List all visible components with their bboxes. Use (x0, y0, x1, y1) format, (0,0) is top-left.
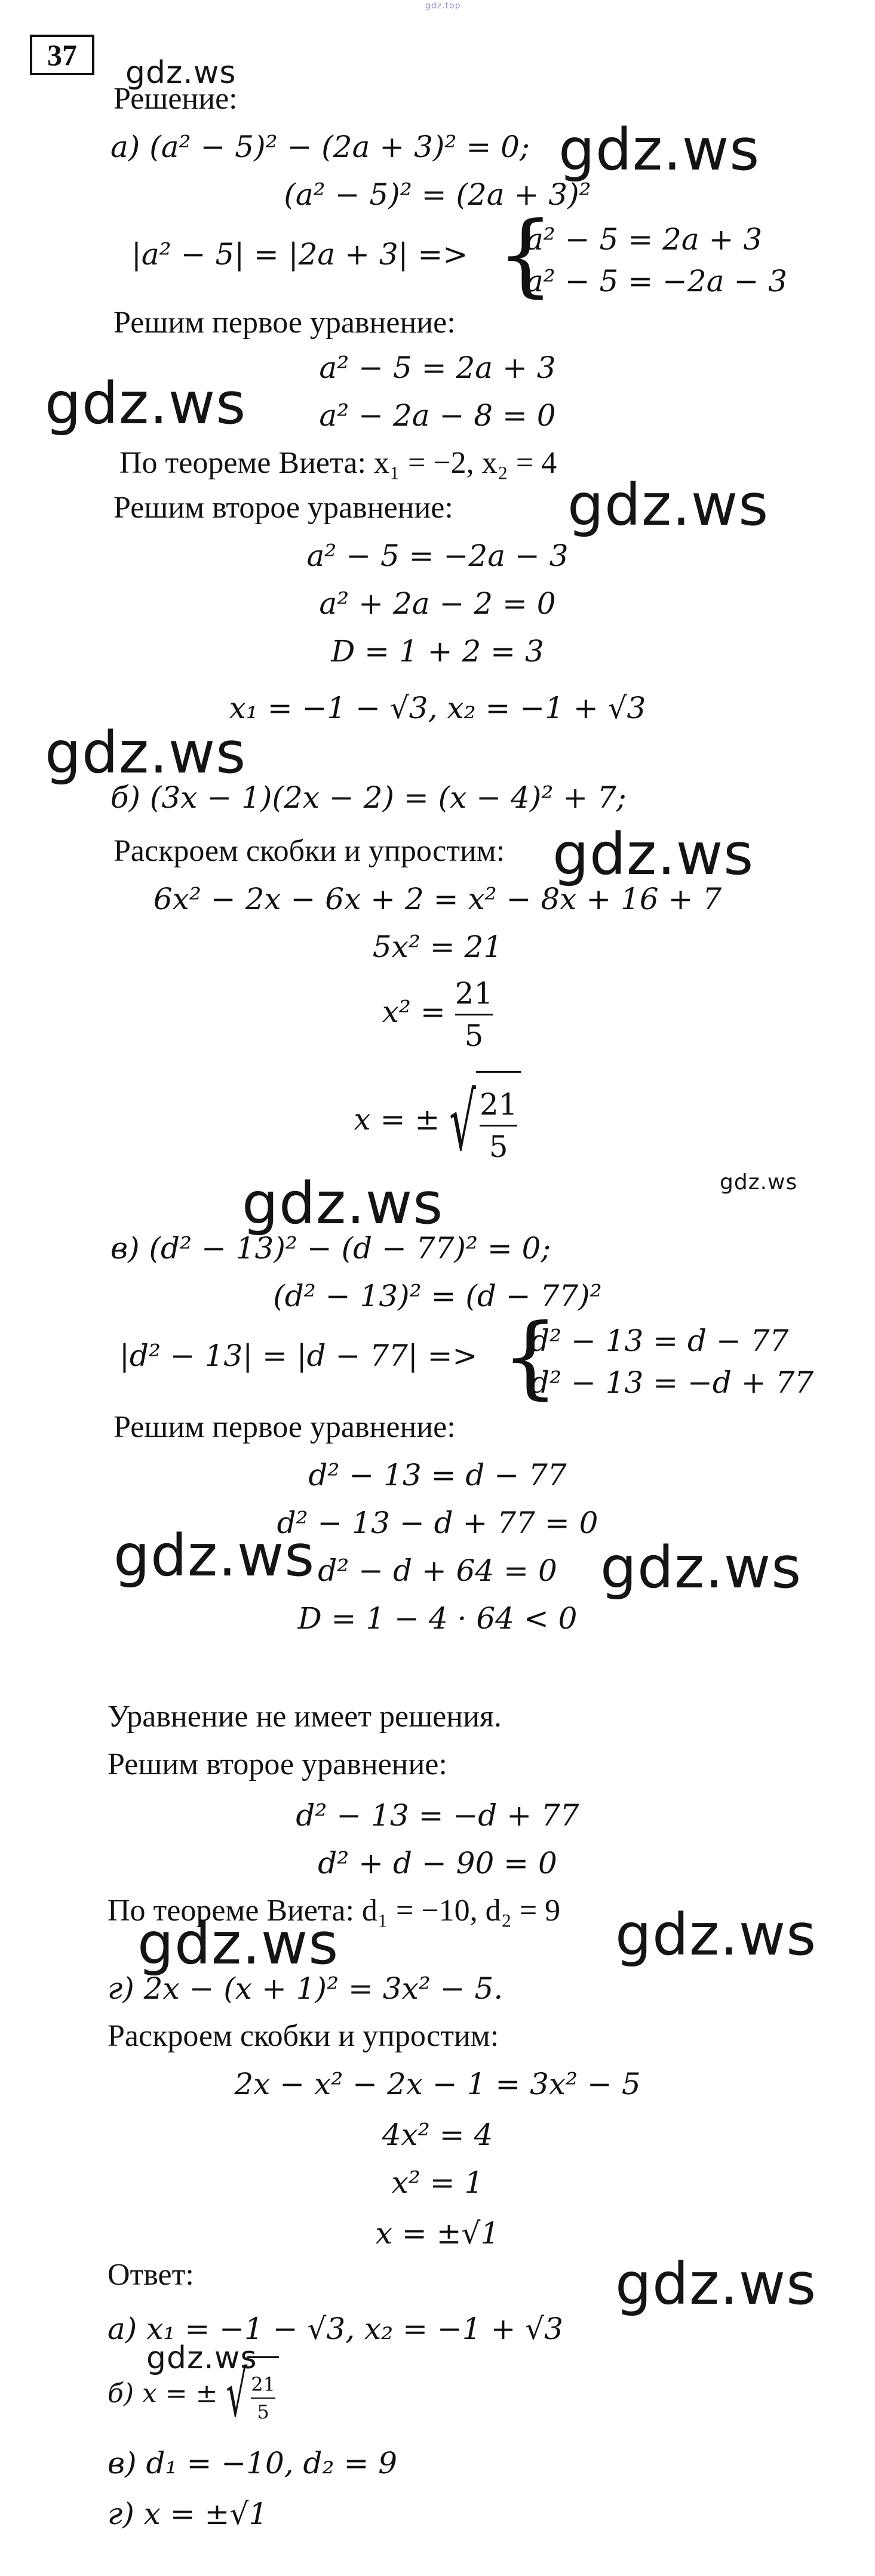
root-line (0, 1069, 875, 1182)
equation-line: 4x² = 4 (382, 2118, 493, 2152)
system-row: a² − 5 = 2a + 3 (526, 222, 763, 257)
equation-line: г) 2x − (x + 1)² = 3x² − 5. (108, 1971, 503, 2006)
radicand (247, 2356, 279, 2436)
fraction-numerator: 21 (251, 2373, 275, 2396)
header-watermark: gdz.top (425, 1, 461, 11)
fraction-denominator: 5 (257, 2400, 269, 2423)
fraction-numerator: 21 (479, 1087, 518, 1122)
equation-line: x₁ = −1 − √3, x₂ = −1 + √3 (229, 691, 646, 725)
watermark: gdz.ws (600, 1534, 802, 1601)
fraction-bar (480, 1125, 518, 1127)
fraction (251, 2372, 275, 2424)
fraction-numerator: 21 (455, 975, 493, 1011)
fraction (480, 1087, 518, 1165)
equation-lhs: x = ± (354, 1102, 440, 1137)
answer-lhs: б) x = ± (108, 2378, 218, 2409)
watermark: gdz.ws (146, 2340, 257, 2376)
text-line: Решим второе уравнение: (113, 491, 453, 525)
text-line: Решим первое уравнение: (113, 306, 456, 340)
answer-line: г) x = ±√1 (108, 2497, 268, 2531)
equation-line: |a² − 5| = |2a + 3| => (131, 237, 468, 272)
text-line: Раскроем скобки и упростим: (113, 834, 505, 868)
fraction-line (0, 970, 875, 1060)
watermark: gdz.ws (720, 1170, 798, 1195)
answer-line (108, 2355, 279, 2439)
watermark: gdz.ws (113, 1522, 315, 1589)
text-line: По теореме Виета: d₁ = −10, d₂ = 9 (108, 1894, 561, 1928)
watermark: gdz.ws (615, 2251, 817, 2318)
watermark: gdz.ws (558, 116, 760, 183)
watermark: gdz.ws (45, 719, 247, 786)
answer-line: в) d₁ = −10, d₂ = 9 (108, 2446, 398, 2480)
fraction-bar (455, 1014, 493, 1015)
equation-line: 2x − x² − 2x − 1 = 3x² − 5 (234, 2067, 641, 2101)
equation-line: x = ±√1 (375, 2216, 500, 2251)
radical-sign: √ (449, 1076, 476, 1169)
system-row: d² − 13 = d − 77 (530, 1324, 789, 1358)
text-line: Раскроем скобки и упростим: (108, 2019, 499, 2053)
text-line: По теореме Виета: x₁ = −2, x₂ = 4 (119, 446, 557, 480)
radical-sign: √ (226, 2358, 248, 2432)
equation-line: в) (d² − 13)² − (d − 77)² = 0; (110, 1231, 551, 1266)
system-row: a² − 5 = −2a − 3 (526, 264, 788, 298)
watermark: gdz.ws (567, 472, 769, 538)
equation-line: d² − 13 − d + 77 = 0 (277, 1506, 598, 1540)
radicand (476, 1071, 521, 1174)
equation-line: d² − 13 = d − 77 (308, 1458, 567, 1492)
square-root (226, 2356, 279, 2436)
answer-line: а) x₁ = −1 − √3, x₂ = −1 + √3 (108, 2312, 563, 2346)
watermark: gdz.ws (137, 1910, 339, 1977)
fraction-bar (251, 2398, 275, 2399)
text-line: Решим первое уравнение: (113, 1410, 456, 1444)
watermark: gdz.ws (242, 1170, 444, 1237)
equation-line: D = 1 + 2 = 3 (331, 634, 544, 669)
equation-line: d² − 13 = −d + 77 (296, 1798, 579, 1833)
system-row: d² − 13 = −d + 77 (530, 1365, 814, 1400)
equation-line: x² = 1 (391, 2165, 484, 2200)
equation-line: 6x² − 2x − 6x + 2 = x² − 8x + 16 + 7 (153, 882, 722, 916)
system-brace: { (497, 203, 554, 307)
equation-line: a² − 5 = −2a − 3 (306, 538, 569, 573)
watermark: gdz.ws (615, 1901, 817, 1968)
task-number-box (30, 35, 94, 75)
text-line: Решим второе уравнение: (108, 1747, 447, 1781)
equation-line: d² + d − 90 = 0 (318, 1846, 557, 1881)
equation-line: (d² − 13)² = (d − 77)² (273, 1279, 602, 1313)
equation-line: a² − 5 = 2a + 3 (319, 350, 556, 385)
equation-line: a² + 2a − 2 = 0 (319, 586, 556, 621)
system-brace: { (502, 1305, 559, 1409)
watermark: gdz.ws (45, 370, 247, 437)
task-number: 37 (47, 38, 77, 72)
equation-line: б) (3x − 1)(2x − 2) = (x − 4)² + 7; (110, 780, 627, 815)
equation-line: D = 1 − 4 · 64 < 0 (297, 1601, 578, 1636)
equation-line: а) (a² − 5)² − (2a + 3)² = 0; (110, 130, 530, 164)
equation-lhs: x² = (382, 995, 446, 1029)
watermark: gdz.ws (552, 821, 754, 888)
solution-label: Решение: (113, 82, 238, 116)
square-root (449, 1069, 521, 1174)
fraction-denominator: 5 (489, 1129, 508, 1165)
equation-line: 5x² = 21 (372, 930, 503, 964)
fraction-denominator: 5 (464, 1018, 484, 1053)
text-line: Уравнение не имеет решения. (108, 1700, 502, 1734)
equation-line: a² − 2a − 8 = 0 (319, 398, 556, 433)
equation-line: (a² − 5)² = (2a + 3)² (284, 177, 591, 212)
equation-line: |d² − 13| = |d − 77| => (119, 1338, 478, 1373)
answer-label: Ответ: (108, 2258, 194, 2292)
equation-line: d² − d + 64 = 0 (318, 1553, 557, 1588)
watermark: gdz.ws (125, 55, 237, 91)
